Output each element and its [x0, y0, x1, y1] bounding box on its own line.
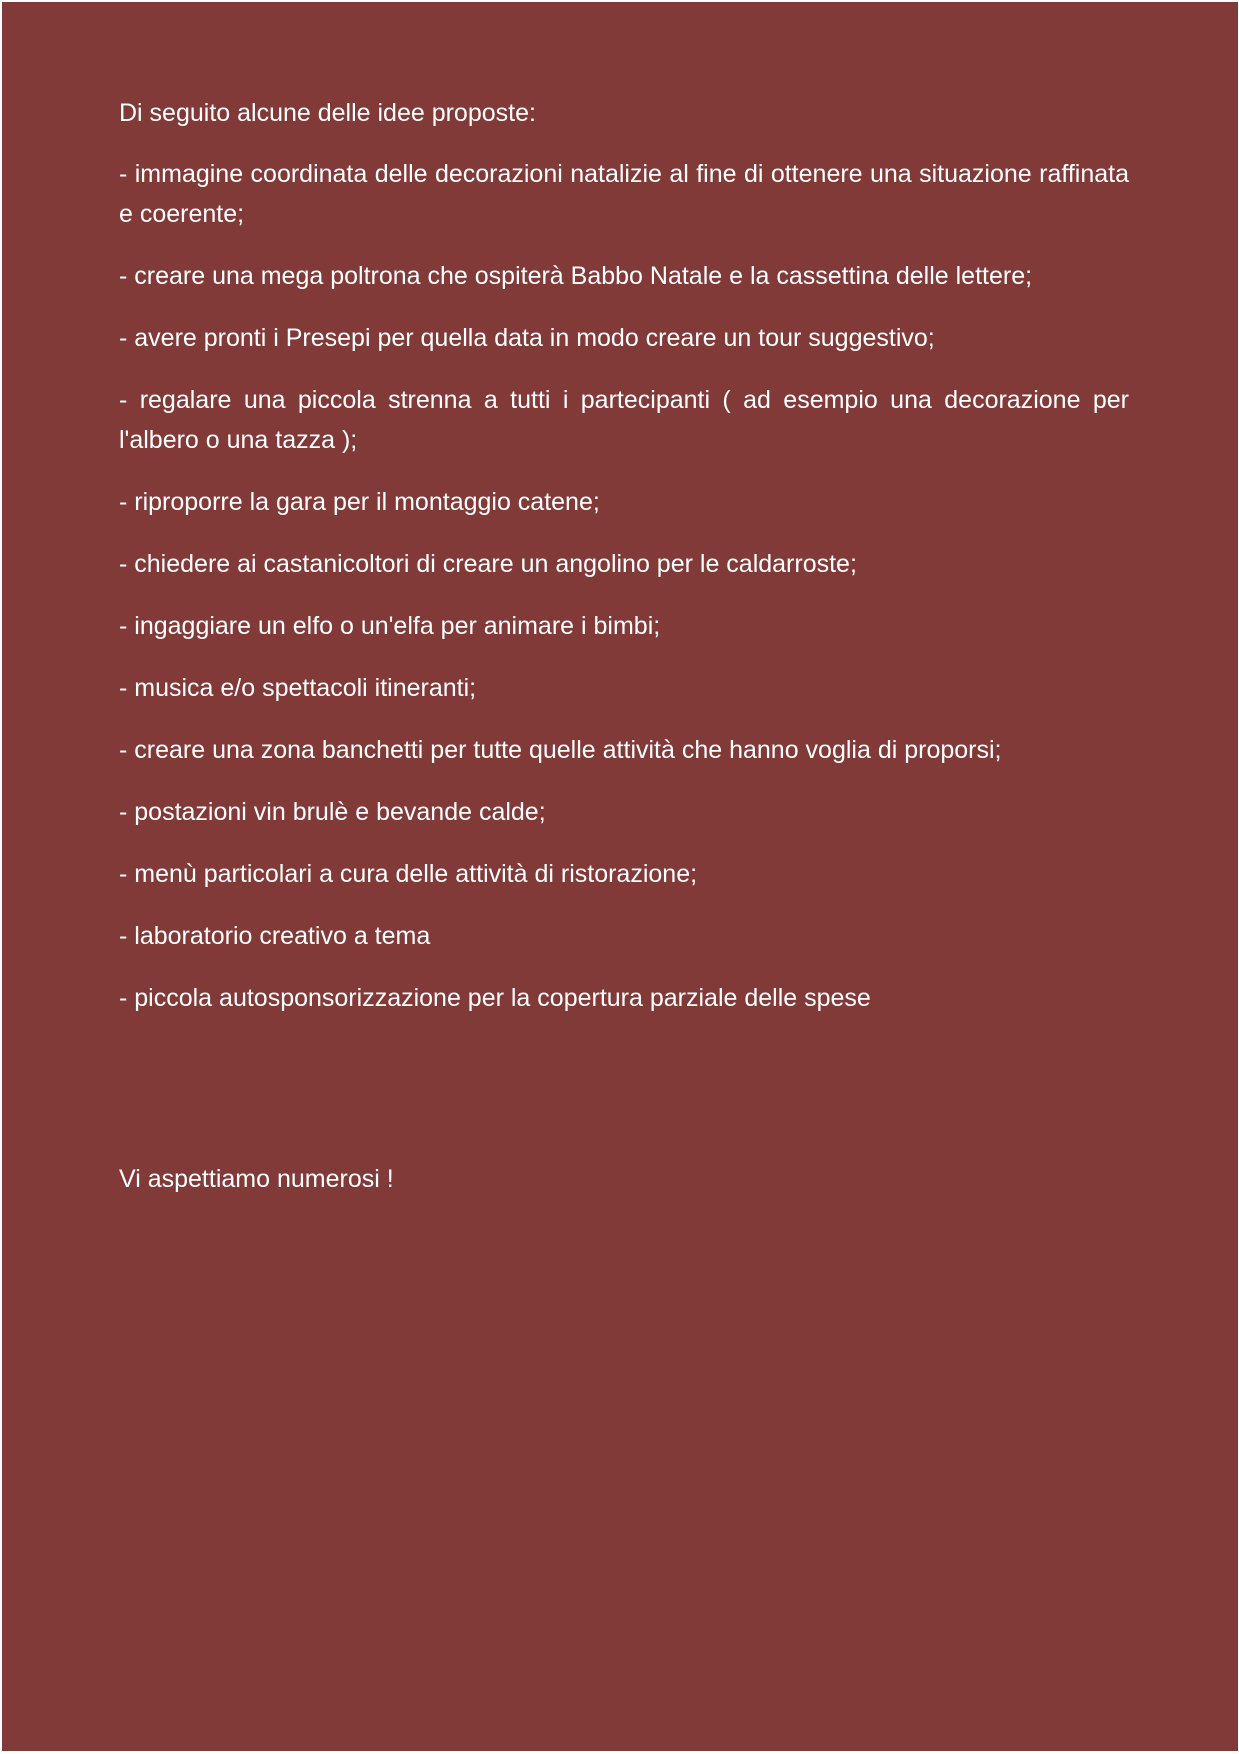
idea-item: - laboratorio creativo a tema: [119, 922, 431, 950]
idea-item: - regalare una piccola strenna a tutti i partecipanti ( ad esempio una decorazione per l'albero o una tazza );: [119, 386, 1129, 454]
idea-item: - menù particolari a cura delle attività di ristorazione;: [119, 860, 698, 888]
idea-item: - riproporre la gara per il montaggio catene;: [119, 488, 600, 516]
idea-item: - ingaggiare un elfo o un'elfa per animare i bimbi;: [119, 612, 661, 640]
document-body: [119, 93, 1129, 1040]
closing-text: Vi aspettiamo numerosi !: [119, 1165, 394, 1193]
ideas-list: [119, 154, 1129, 1018]
idea-item: - piccola autosponsorizzazione per la copertura parziale delle spese: [119, 984, 871, 1012]
intro-text: Di seguito alcune delle idee proposte:: [119, 99, 536, 127]
idea-item: - chiedere ai castanicoltori di creare un angolino per le caldarroste;: [119, 550, 857, 578]
idea-item: - creare una mega poltrona che ospiterà Babbo Natale e la cassettina delle lettere;: [119, 262, 1033, 290]
idea-item: - postazioni vin brulè e bevande calde;: [119, 798, 546, 826]
idea-item: - creare una zona banchetti per tutte quelle attività che hanno voglia di proporsi;: [119, 736, 1002, 764]
idea-item: - immagine coordinata delle decorazioni natalizie al fine di ottenere una situazione raffinata e coerente;: [119, 160, 1129, 228]
idea-item: - avere pronti i Presepi per quella data in modo creare un tour suggestivo;: [119, 324, 935, 352]
idea-item: - musica e/o spettacoli itineranti;: [119, 674, 477, 702]
document-page: [2, 2, 1238, 1751]
